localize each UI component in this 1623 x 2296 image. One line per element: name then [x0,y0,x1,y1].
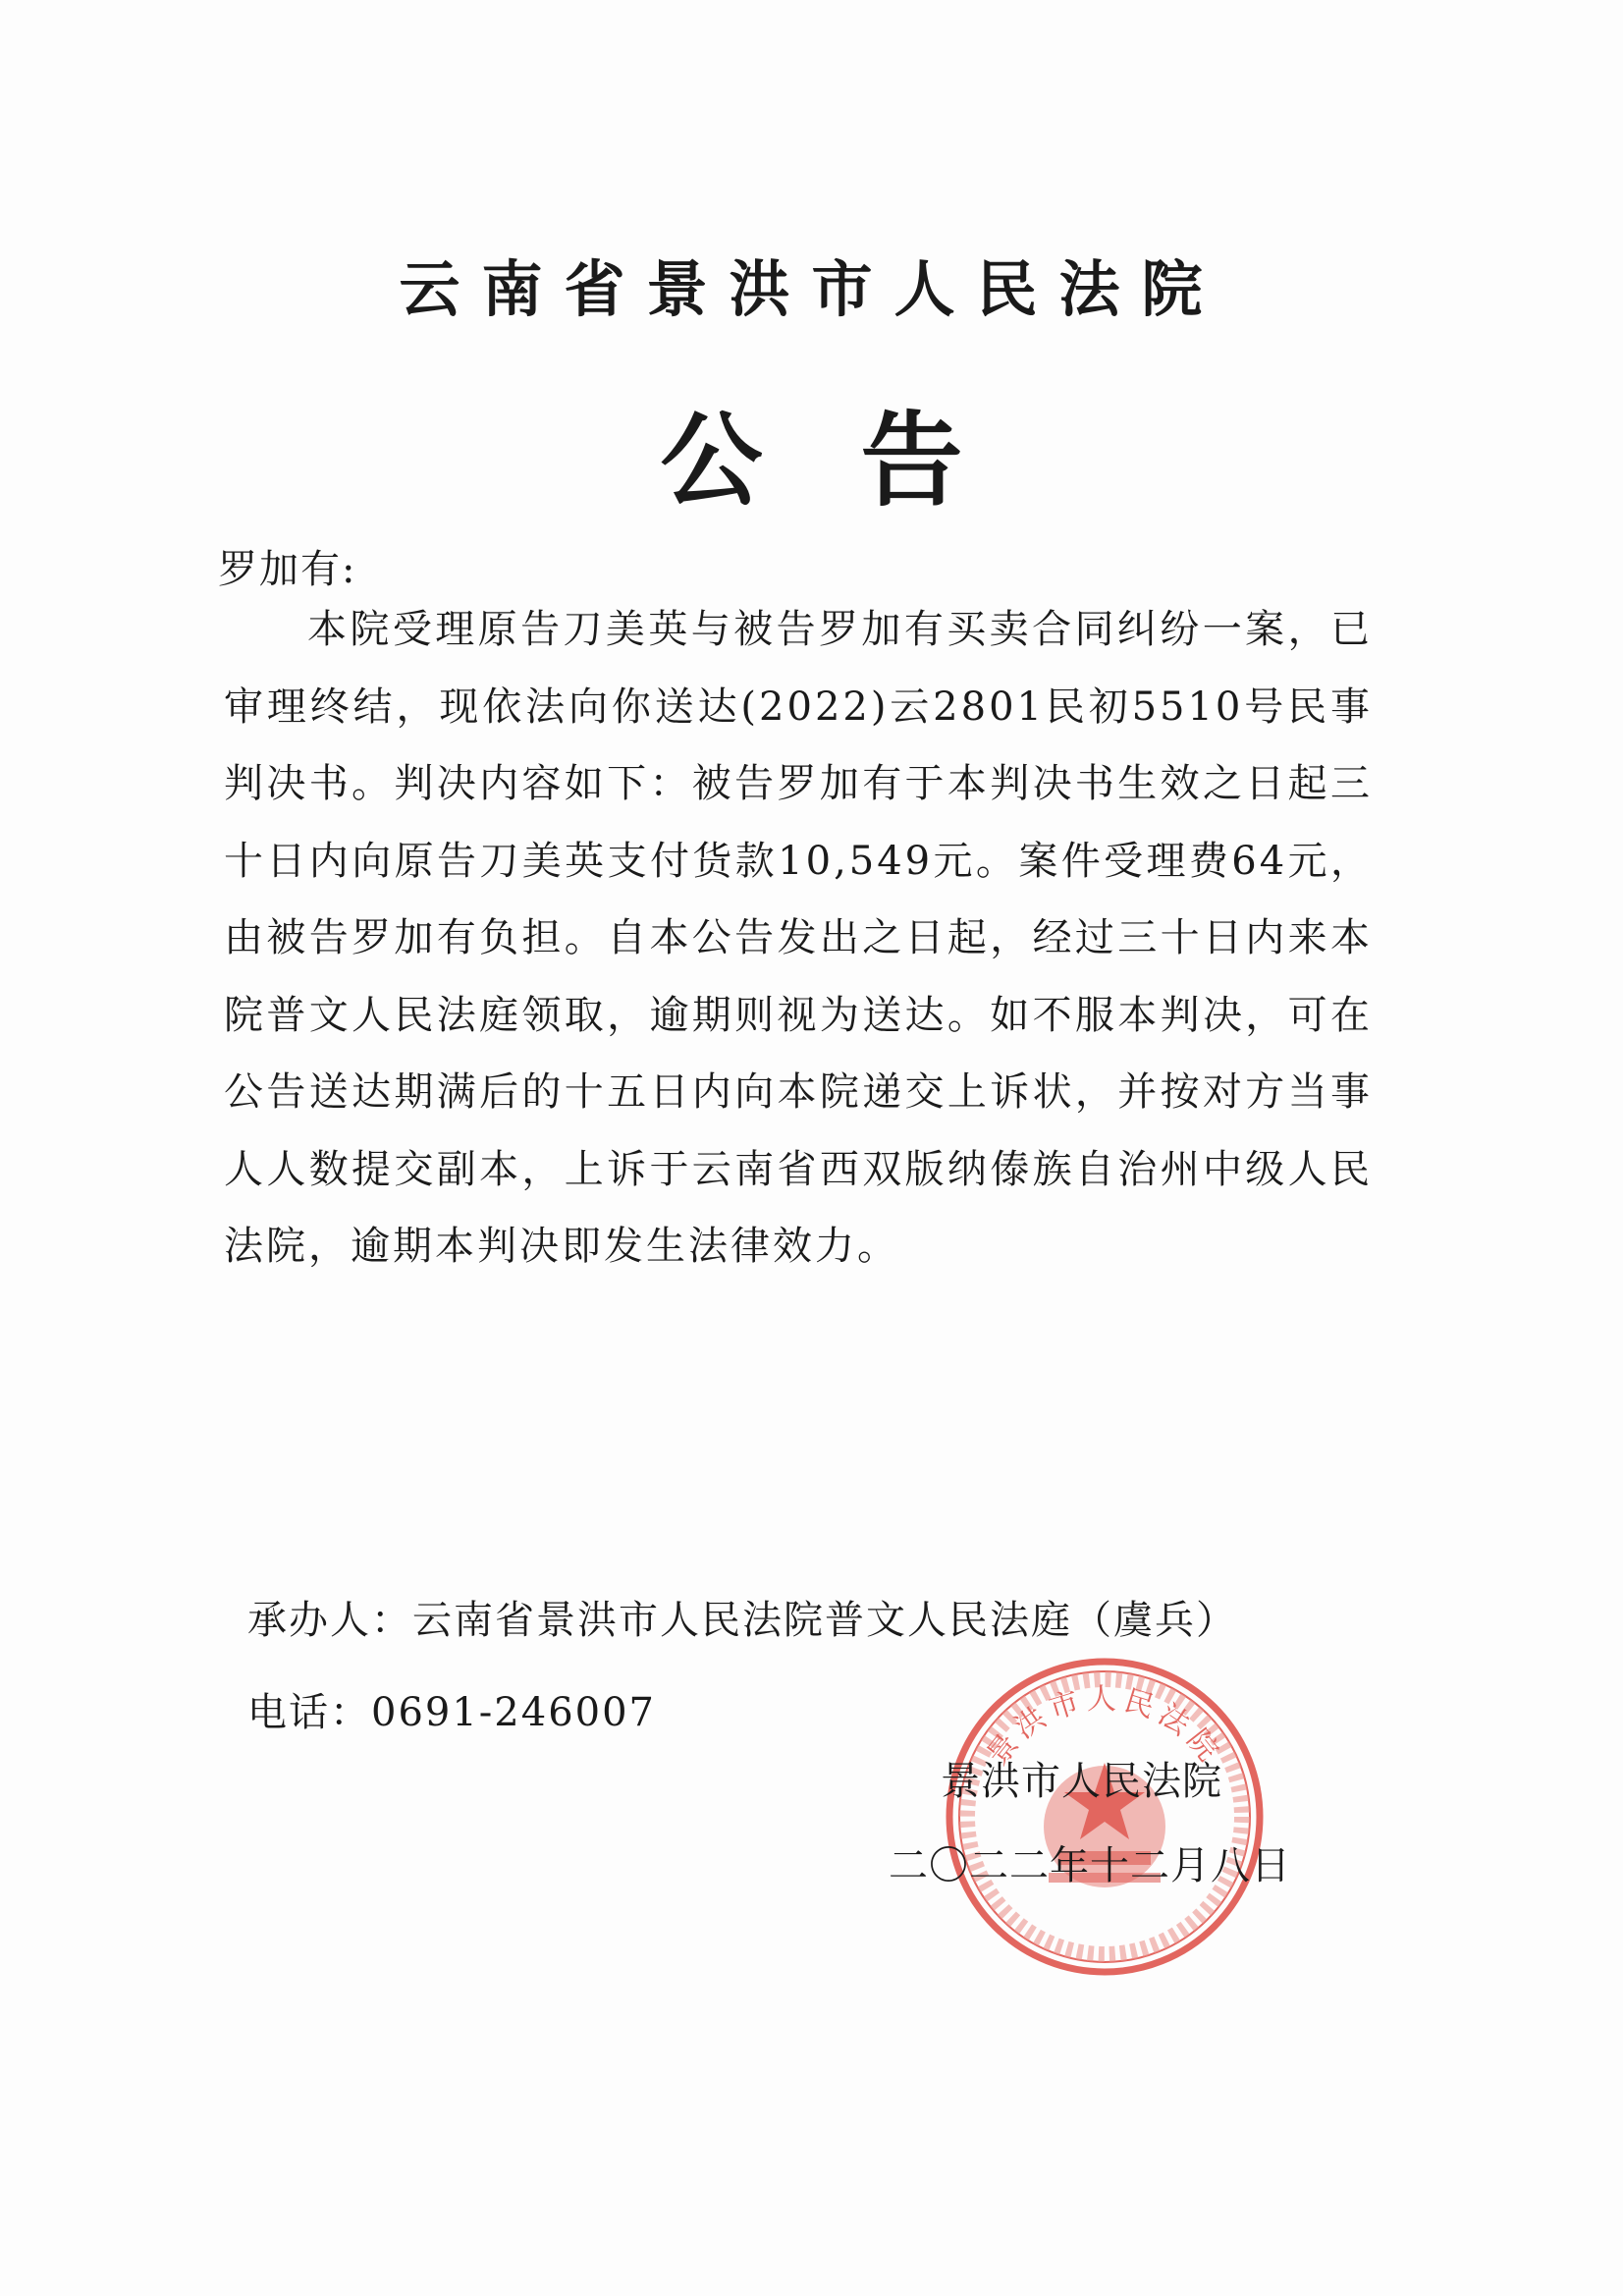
addressee-line: 罗加有: [218,547,357,592]
court-seal-icon [943,1655,1267,1979]
seal-inscription: 景洪市人民法院 [980,1682,1229,1773]
handler-line: 承办人：云南省景洪市人民法院普文人民法庭（虞兵） [247,1598,1237,1643]
notice-body: 本院受理原告刀美英与被告罗加有买卖合同纠纷一案，已审理终结，现依法向你送达(2022)云2801民初5510号民事判决书。判决内容如下：被告罗加有于本判决书生效之日起三十日内向原告刀美英支付货款10,549元。案件受理费64元，由被告罗加有负担。自本公告发出之日起，经过三十日内来本院普文人民法庭领取，逾期则视为送达。如不服本判决，可在公告送达期满后的十五日内向本院递交上诉状，并按对方当事人人数提交副本，上诉于云南省西双版纳傣族自治州中级人民法院，逾期本判决即发生法律效力。 [224,607,1373,1269]
court-name-heading: 云南省景洪市人民法院 [399,253,1224,325]
signature-court: 景洪市人民法院 [941,1759,1222,1804]
notice-title: 公告 [660,401,1061,520]
phone-line: 电话：0691-246007 [247,1690,657,1735]
signature-date: 二〇二二年十二月八日 [889,1843,1291,1888]
